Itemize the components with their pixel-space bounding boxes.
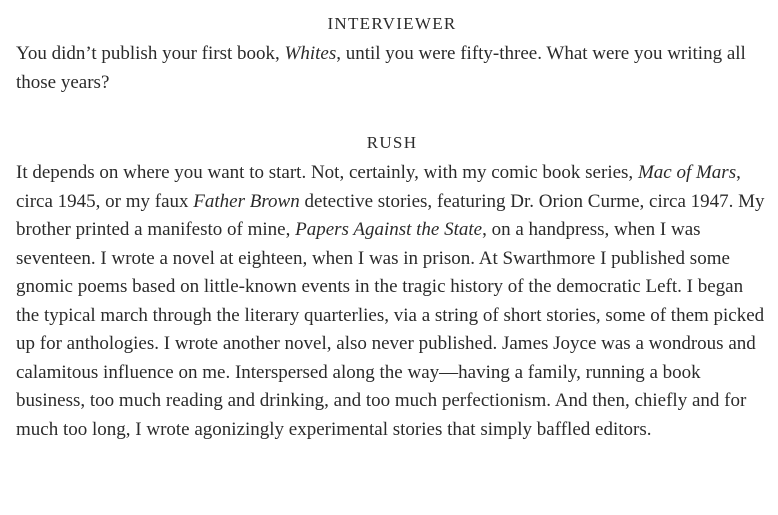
answer-text-1: It depends on where you want to start. Not, certainly, with my comic book series, [16,162,638,183]
rush-answer [16,159,768,444]
interview-page [16,0,768,444]
question-text-1: You didn’t publish your first book, [16,43,285,64]
title-mac-of-mars: Mac of Mars [637,162,737,183]
title-papers-against-the-state: Papers Against the State [295,219,483,240]
interviewer-question [16,40,768,97]
answer-text-2: , circa 1945, or my faux [16,162,741,212]
answer-text-3: detective stories, featuring Dr. Orion Curme, circa 1947. My brother printed a manifesto of mine, [16,190,765,240]
rush-heading: RUSH [366,133,418,152]
answer-text-4: , on a handpress, when I was seventeen. I wrote a novel at eighteen, when I was in prison. At Swarthmore I published some gnomic poems based on little-known events in the tragic history of the democratic Left. I began the typical march through the literary quarterlies, via a string of short stories, some of them picked up for anthologies. I wrote another novel, also never published. James Joyce was a wondrous and calamitous influence on me. Interspersed along the way—having a family, running a book business, too much reading and drinking, and too much perfectionism. And then, chiefly and for much too long, I wrote agonizingly experimental stories that simply baffled editors. [16,219,765,440]
interviewer-heading: INTERVIEWER [327,14,457,33]
question-text-2: , until you were fifty-three. What were you writing all those years? [16,43,746,93]
book-title-whites: Whites [284,43,337,64]
title-father-brown: Father Brown [193,190,300,212]
